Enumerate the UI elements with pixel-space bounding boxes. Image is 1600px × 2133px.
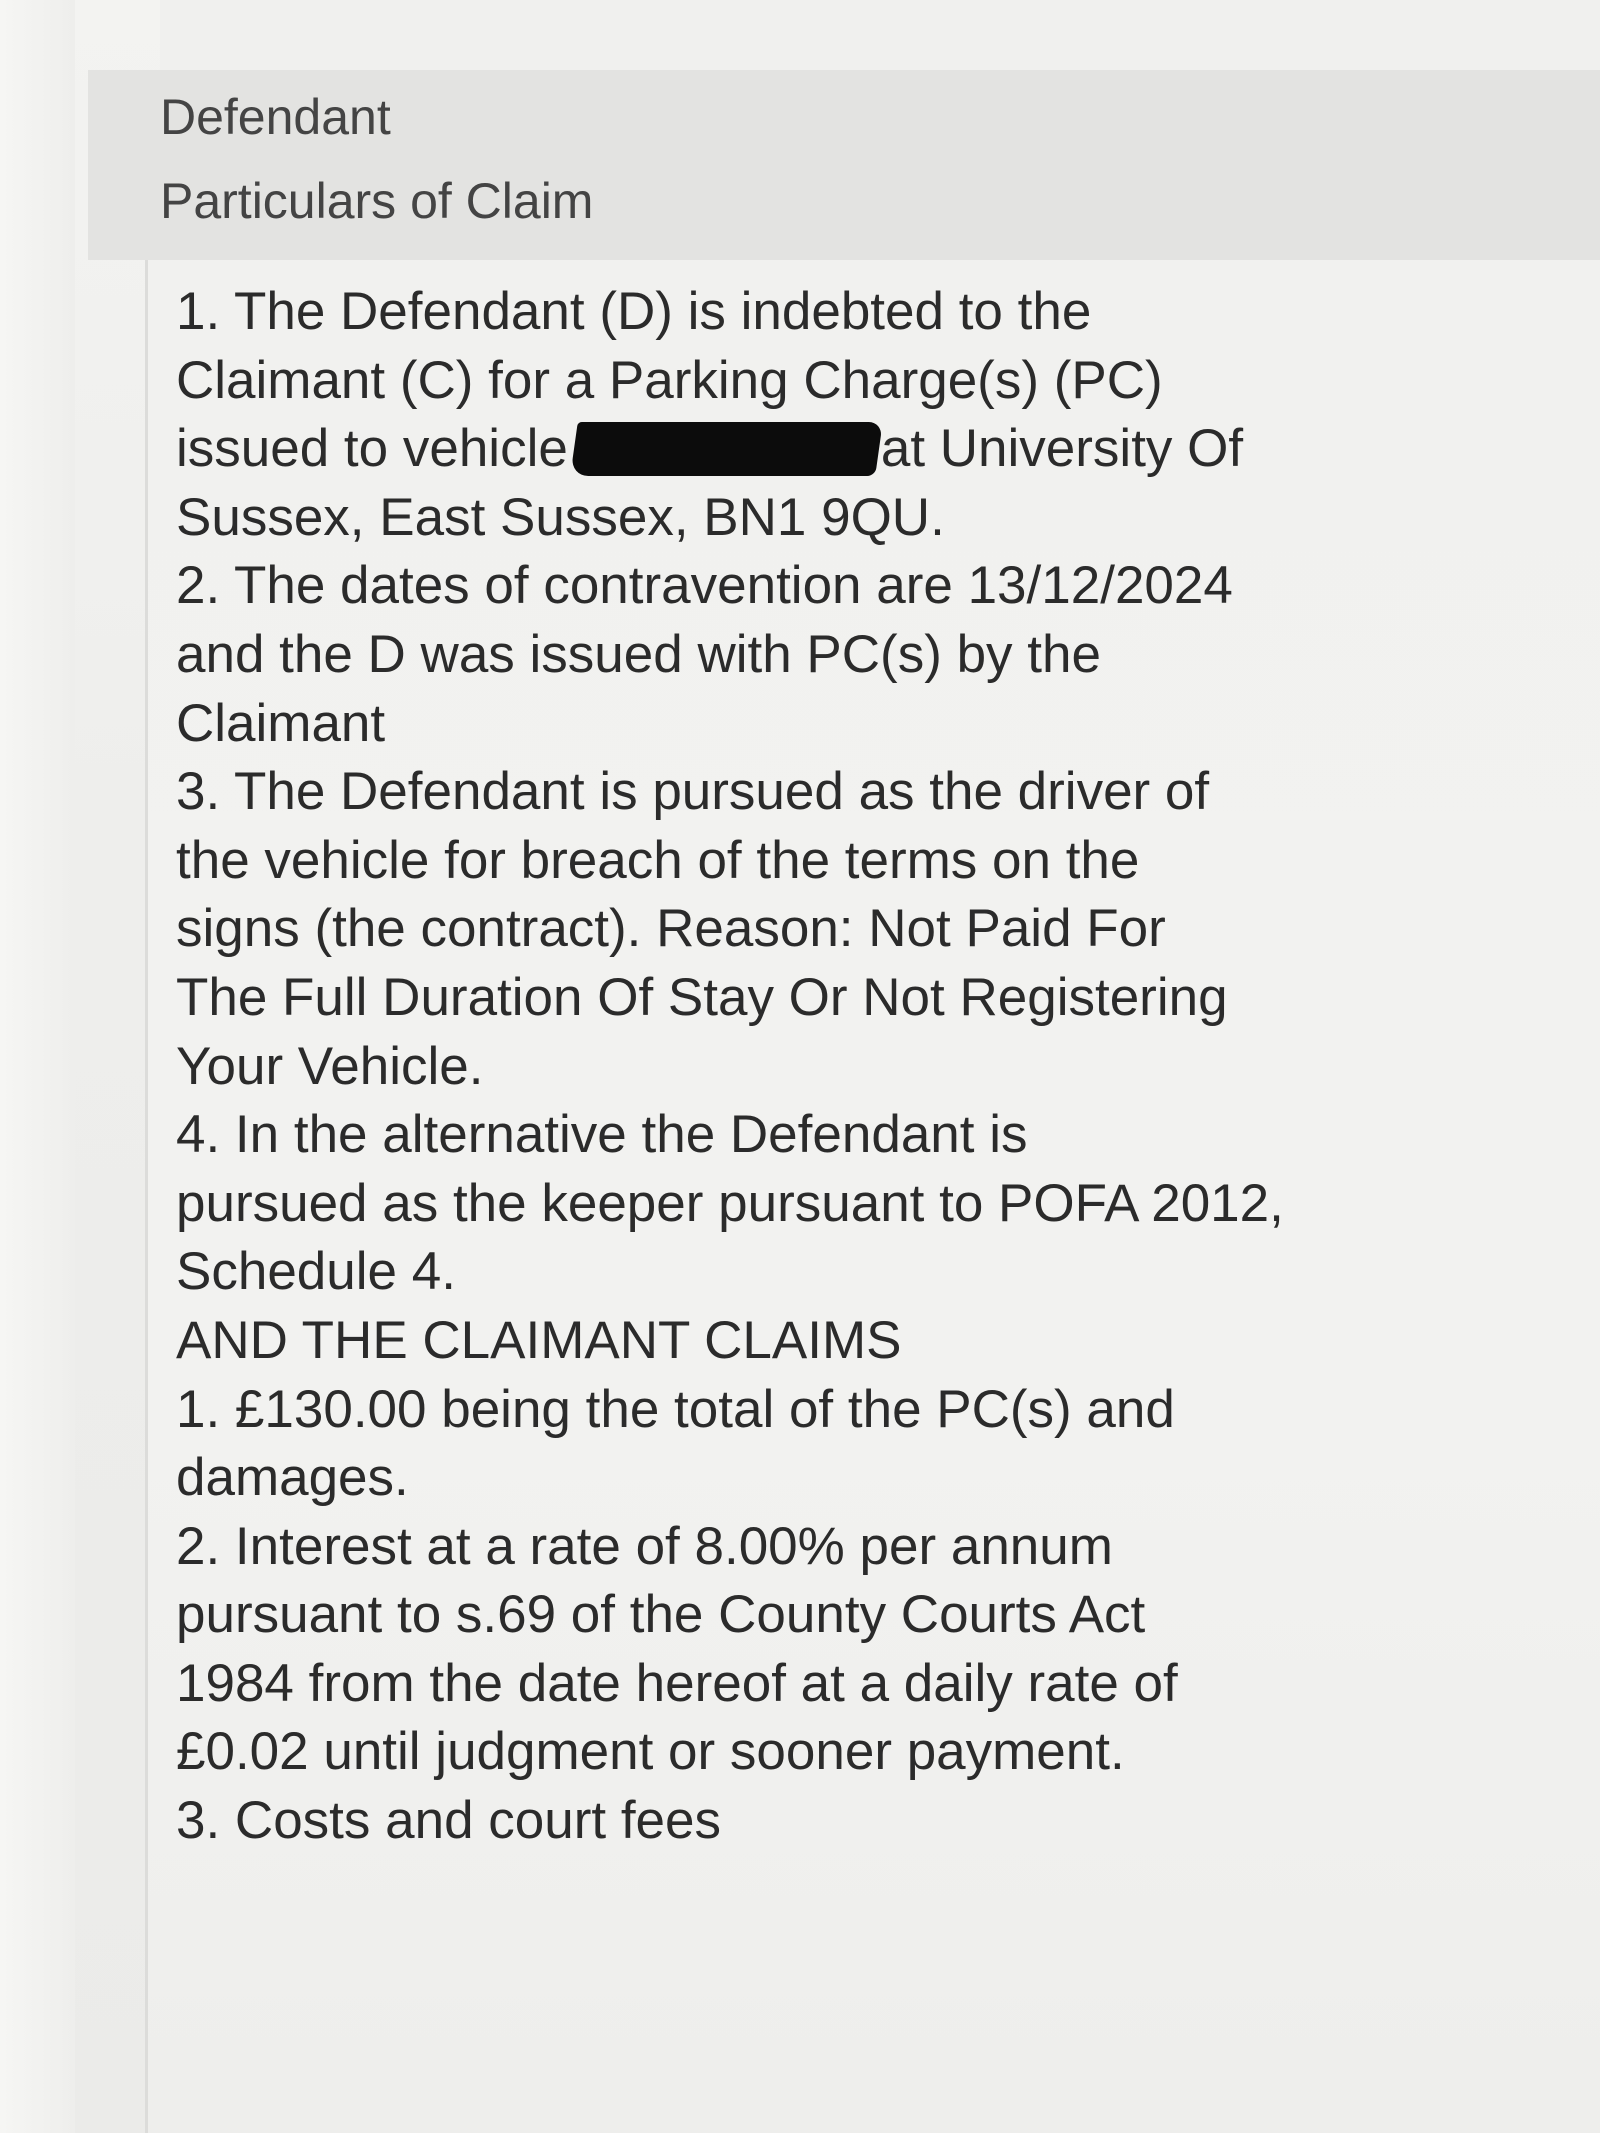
claim-line: Schedule 4.	[176, 1242, 456, 1302]
claim-line: damages.	[176, 1448, 409, 1508]
claim-text	[176, 278, 1576, 1856]
claim-line-part: issued to vehicle	[176, 419, 568, 479]
claim-line: pursued as the keeper pursuant to POFA 2012,	[176, 1173, 1284, 1233]
claim-line: signs (the contract). Reason: Not Paid For	[176, 899, 1166, 959]
claim-line: 1. £130.00 being the total of the PC(s) and	[176, 1379, 1175, 1439]
claim-line: £0.02 until judgment or sooner payment.	[176, 1722, 1125, 1782]
particulars-of-claim-box	[145, 260, 1600, 2133]
claim-line: 3. Costs and court fees	[176, 1791, 722, 1851]
previous-page-edge	[0, 0, 75, 2133]
claim-line-vehicle	[176, 415, 1576, 484]
claim-line: Sussex, East Sussex, BN1 9QU.	[176, 487, 945, 547]
claim-line: the vehicle for breach of the terms on the	[176, 830, 1140, 890]
claim-line: Claimant	[176, 693, 386, 753]
claim-line: The Full Duration Of Stay Or Not Registering	[176, 967, 1228, 1027]
redacted-registration	[570, 422, 883, 476]
claim-line: 2. Interest at a rate of 8.00% per annum	[176, 1516, 1113, 1576]
claim-line: pursuant to s.69 of the County Courts Act	[176, 1585, 1146, 1645]
claim-line-part: at University Of	[880, 419, 1244, 479]
claim-line: 1984 from the date hereof at a daily rate of	[176, 1653, 1178, 1713]
top-margin	[160, 0, 1600, 70]
particulars-of-claim-label: Particulars of Claim	[160, 173, 594, 229]
claim-line: 2. The dates of contravention are 13/12/2024	[176, 556, 1233, 616]
claim-line: Claimant (C) for a Parking Charge(s) (PC)	[176, 350, 1163, 410]
claim-line: 3. The Defendant is pursued as the driver of	[176, 762, 1210, 822]
claim-line: Your Vehicle.	[176, 1036, 484, 1096]
claims-heading: AND THE CLAIMANT CLAIMS	[176, 1310, 902, 1370]
claim-line: 4. In the alternative the Defendant is	[176, 1105, 1028, 1165]
defendant-label: Defendant	[160, 89, 391, 145]
claim-line: 1. The Defendant (D) is indebted to the	[176, 282, 1092, 341]
claim-line: and the D was issued with PC(s) by the	[176, 624, 1101, 684]
